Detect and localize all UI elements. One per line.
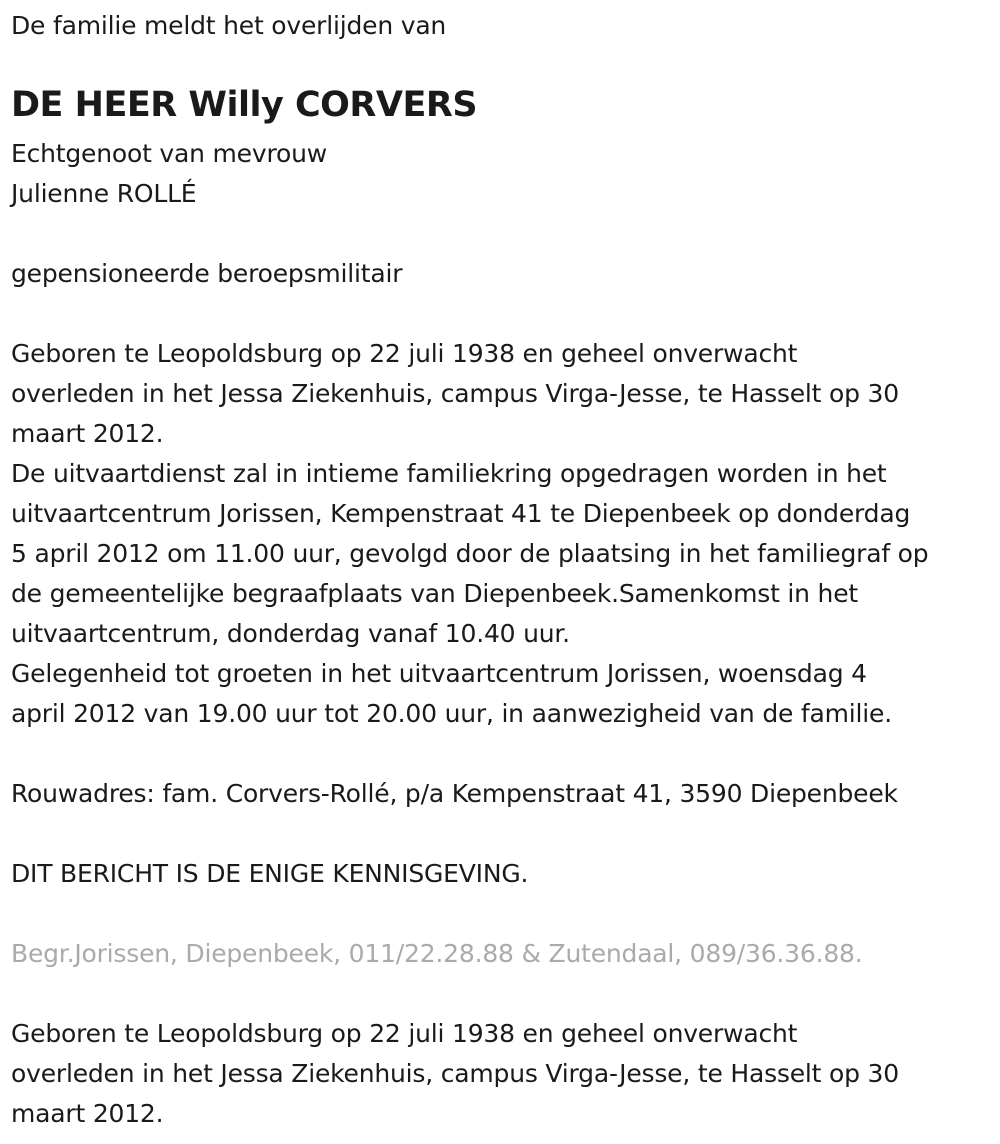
body-line: de gemeentelijke begraafplaats van Diepenbeek.Samenkomst in het [11, 579, 858, 608]
mourning-address [11, 774, 898, 814]
body-line: Geboren te Leopoldsburg op 22 juli 1938 en geheel onverwacht [11, 339, 798, 368]
body-line: Gelegenheid tot groeten in het uitvaartcentrum Jorissen, woensdag 4 [11, 659, 867, 688]
funeral-home-text: Begr.Jorissen, Diepenbeek, 011/22.28.88 & Zutendaal, 089/36.36.88. [11, 939, 863, 968]
address-text: Rouwadres: fam. Corvers-Rollé, p/a Kempenstraat 41, 3590 Diepenbeek [11, 779, 898, 808]
spouse-block [11, 134, 327, 214]
body-line: overleden in het Jessa Ziekenhuis, campus Virga-Jesse, te Hasselt op 30 [11, 379, 899, 408]
body-line: De uitvaartdienst zal in intieme familiekring opgedragen worden in het [11, 459, 887, 488]
main-body [11, 334, 928, 734]
profession [11, 254, 402, 294]
spouse-line: Echtgenoot van mevrouw [11, 139, 327, 168]
body-line: maart 2012. [11, 1099, 164, 1128]
body-line: uitvaartcentrum, donderdag vanaf 10.40 uur. [11, 619, 570, 648]
spouse-name: Julienne ROLLÉ [11, 179, 197, 208]
body-line: april 2012 van 19.00 uur tot 20.00 uur, in aanwezigheid van de familie. [11, 699, 892, 728]
body-line: Geboren te Leopoldsburg op 22 juli 1938 en geheel onverwacht [11, 1019, 798, 1048]
repeated-body [11, 1014, 899, 1134]
official-notice [11, 854, 528, 894]
body-line: overleden in het Jessa Ziekenhuis, campus Virga-Jesse, te Hasselt op 30 [11, 1059, 899, 1088]
body-line: maart 2012. [11, 419, 164, 448]
body-line: uitvaartcentrum Jorissen, Kempenstraat 41 te Diepenbeek op donderdag [11, 499, 911, 528]
intro-text: De familie meldt het overlijden van [11, 11, 447, 40]
official-notice-text: DIT BERICHT IS DE ENIGE KENNISGEVING. [11, 859, 529, 888]
funeral-home [11, 934, 863, 974]
deceased-name: DE HEER Willy CORVERS [11, 85, 478, 125]
body-line: 5 april 2012 om 11.00 uur, gevolgd door de plaatsing in het familiegraf op [11, 539, 929, 568]
profession-text: gepensioneerde beroepsmilitair [11, 259, 403, 288]
